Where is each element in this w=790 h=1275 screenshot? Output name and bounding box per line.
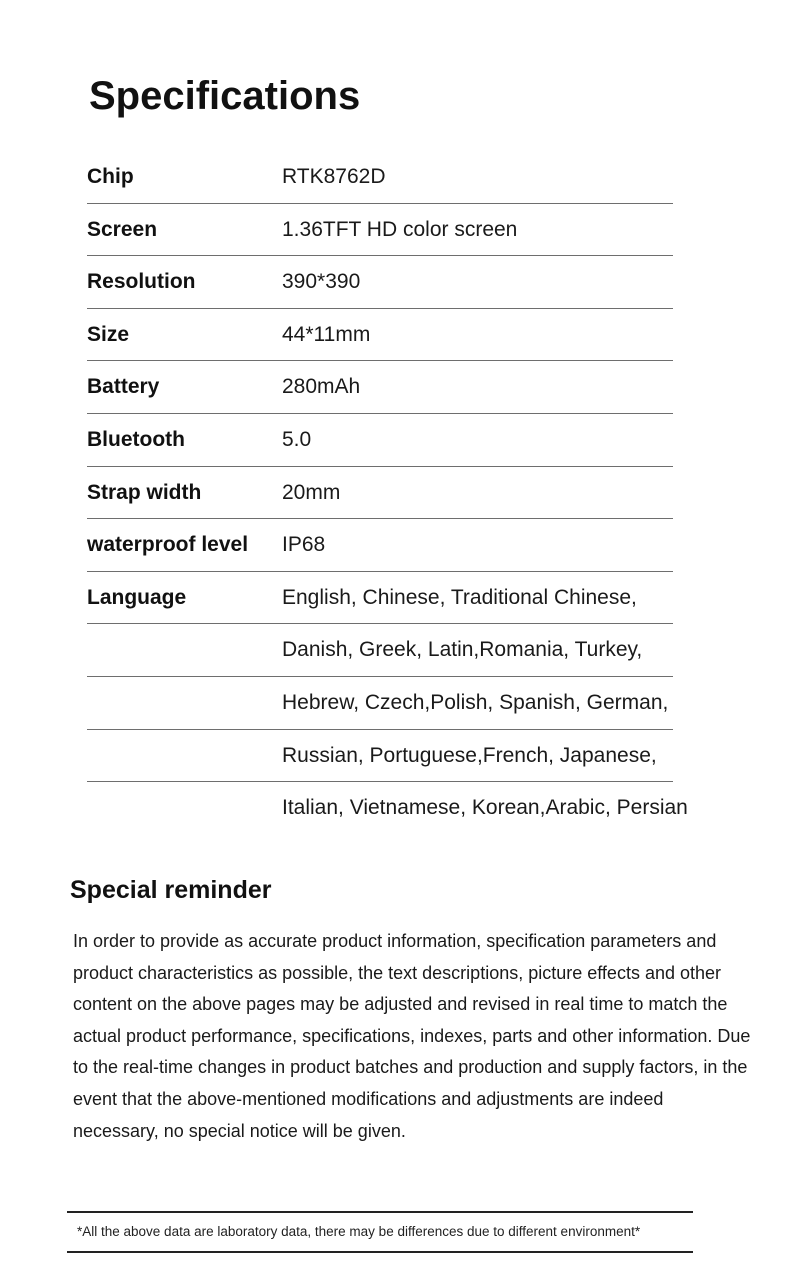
- spec-value: RTK8762D: [282, 165, 386, 188]
- footnote-text: *All the above data are laboratory data, there may be differences due to different environment*: [77, 1224, 641, 1239]
- spec-value: 5.0: [282, 427, 312, 451]
- spec-row-language-cont: [87, 782, 688, 835]
- spec-label: Screen: [87, 217, 158, 241]
- spec-value: English, Chinese, Traditional Chinese,: [282, 585, 637, 609]
- spec-row-language-cont: [87, 624, 673, 677]
- spec-row-strap-width: [87, 467, 673, 520]
- spec-row-battery: [87, 361, 673, 414]
- spec-table: [87, 151, 688, 835]
- spec-label: Strap width: [87, 480, 202, 504]
- spec-row-chip: [87, 151, 673, 204]
- spec-row-language-cont: [87, 730, 673, 783]
- footnote-box: [67, 1211, 693, 1253]
- spec-label: Bluetooth: [87, 427, 185, 451]
- spec-row-resolution: [87, 256, 673, 309]
- spec-row-language-cont: [87, 677, 673, 730]
- spec-label: Chip: [87, 165, 134, 188]
- spec-value: Italian, Vietnamese, Korean,Arabic, Persian: [282, 796, 688, 820]
- spec-value: Hebrew, Czech,Polish, Spanish, German,: [282, 690, 669, 714]
- spec-value: 390*390: [282, 270, 361, 294]
- spec-label: Size: [87, 322, 130, 346]
- spec-label: Battery: [87, 375, 160, 399]
- spec-row-language: [87, 572, 673, 625]
- spec-value: 20mm: [282, 480, 341, 504]
- spec-value: Danish, Greek, Latin,Romania, Turkey,: [282, 638, 643, 662]
- spec-row-bluetooth: [87, 414, 673, 467]
- spec-value: Russian, Portuguese,French, Japanese,: [282, 743, 657, 767]
- reminder-body: In order to provide as accurate product information, specification parameters and product characteristics as possible, the text descriptions, picture effects and other content on the above pages may be adjusted and revised in real time to match the actual product performance, specifications, indexes, parts and other information. Due to the real-time changes in product batches and production and supply factors, in the event that the above-mentioned modifications and adjustments are indeed necessary, no special notice will be given.: [73, 931, 751, 1141]
- spec-value: 1.36TFT HD color screen: [282, 217, 518, 241]
- spec-label: Resolution: [87, 270, 196, 294]
- spec-value: 44*11mm: [282, 322, 371, 346]
- spec-label: waterproof level: [87, 533, 249, 557]
- spec-label: Language: [87, 585, 187, 609]
- spec-row-waterproof: [87, 519, 673, 572]
- spec-row-size: [87, 309, 673, 362]
- reminder-heading: Special reminder: [70, 876, 272, 904]
- spec-row-screen: [87, 204, 673, 257]
- spec-value: 280mAh: [282, 375, 361, 399]
- page-title: Specifications: [89, 74, 361, 118]
- spec-value: IP68: [282, 533, 326, 557]
